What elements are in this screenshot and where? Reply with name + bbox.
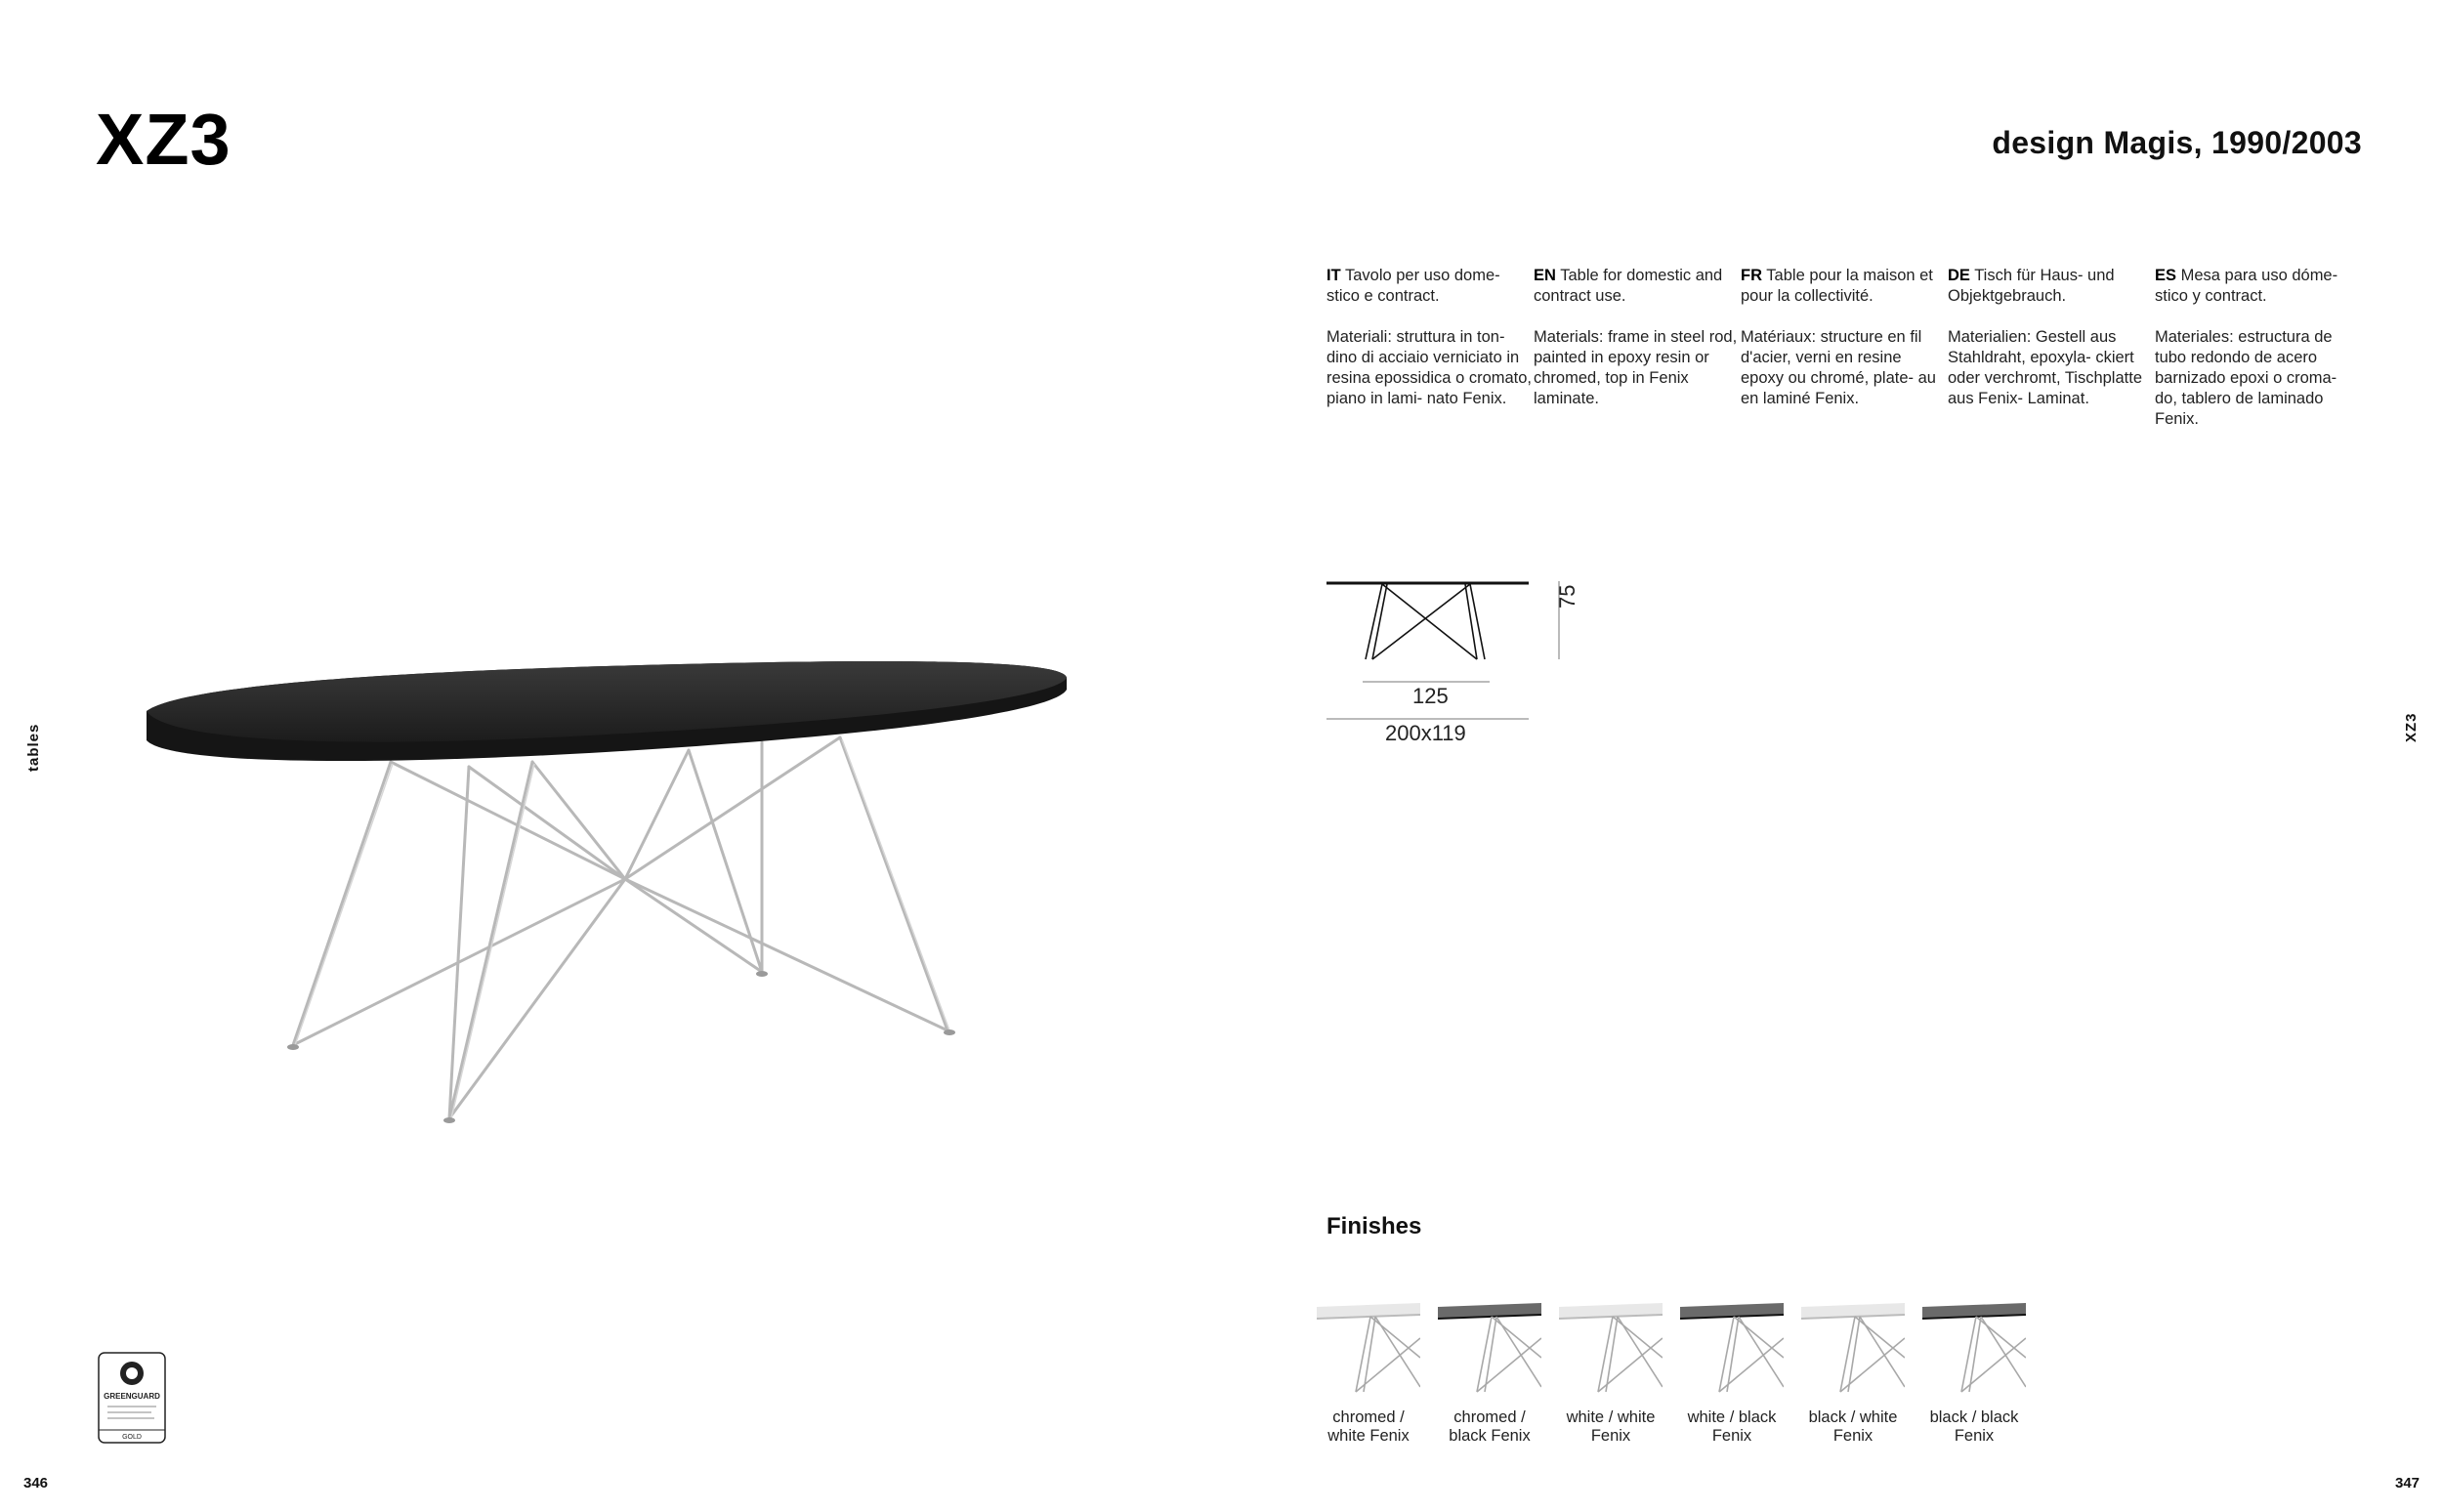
description-intro: Tisch für Haus- und Objektgebrauch. xyxy=(1948,267,2115,305)
finish-label-line1: white / white xyxy=(1566,1408,1656,1426)
finish-table-thumbnail xyxy=(1559,1299,1663,1397)
description-fr xyxy=(1741,266,1948,450)
finish-table-thumbnail xyxy=(1680,1299,1784,1397)
finish-swatch xyxy=(1438,1299,1541,1446)
description-materials: Materialien: Gestell aus Stahldraht, epoxyla- ckiert oder verchromt, Tischplatte aus Fenix- Laminat. xyxy=(1948,328,2142,407)
description-materials: Materiales: estructura de tubo redondo de acero barnizado epoxi o croma- do, tablero de laminado Fenix. xyxy=(2155,328,2337,428)
finish-label-line1: black / white xyxy=(1808,1408,1898,1426)
finish-label xyxy=(1567,1408,1656,1446)
finish-label xyxy=(1930,1408,2019,1446)
finish-label-line2: Fenix xyxy=(1711,1427,1752,1445)
finish-swatch xyxy=(1680,1299,1784,1446)
description-intro: Tavolo per uso dome- stico e contract. xyxy=(1326,267,1500,305)
lang-code: IT xyxy=(1326,267,1341,284)
finish-label xyxy=(1688,1408,1777,1446)
finish-label-line2: Fenix xyxy=(1832,1427,1874,1445)
finish-label xyxy=(1327,1408,1409,1446)
description-en xyxy=(1534,266,1741,450)
dimension-base-width: 125 xyxy=(1412,684,1449,708)
finish-label xyxy=(1809,1408,1898,1446)
finish-label-line1: white / black xyxy=(1687,1408,1777,1426)
finish-table-thumbnail xyxy=(1801,1299,1905,1397)
finish-label-line1: chromed / xyxy=(1453,1408,1526,1426)
multilingual-description xyxy=(1326,266,2362,450)
finish-label-line2: Fenix xyxy=(1590,1427,1631,1445)
finish-table-thumbnail xyxy=(1922,1299,2026,1397)
description-it xyxy=(1326,266,1534,450)
finish-label-line1: chromed / xyxy=(1332,1408,1405,1426)
finish-swatch xyxy=(1922,1299,2026,1446)
description-intro: Table for domestic and contract use. xyxy=(1534,267,1723,305)
cert-name: GREENGUARD xyxy=(104,1392,160,1401)
finish-label xyxy=(1449,1408,1530,1446)
product-title: XZ3 xyxy=(96,99,232,180)
finish-label-line2: black Fenix xyxy=(1449,1427,1531,1445)
dimension-size: 200x119 xyxy=(1385,721,1466,745)
finish-table-thumbnail xyxy=(1317,1299,1420,1397)
finish-label-line1: black / black xyxy=(1929,1408,2019,1426)
lang-code: ES xyxy=(2155,267,2177,284)
finishes-title: Finishes xyxy=(1326,1213,1422,1239)
dimension-height: 75 xyxy=(1555,584,1579,609)
finish-swatch xyxy=(1559,1299,1663,1446)
section-label: tables xyxy=(25,723,42,772)
greenguard-badge xyxy=(98,1352,166,1444)
finish-label-line2: Fenix xyxy=(1954,1427,1995,1445)
description-intro: Mesa para uso dóme- stico y contract. xyxy=(2155,267,2338,305)
page-number-right: 347 xyxy=(2395,1475,2421,1491)
description-materials: Matériaux: structure en fil d'acier, verni en resine epoxy ou chromé, plate- au en laminé Fenix. xyxy=(1741,328,1936,407)
description-materials: Materials: frame in steel rod, painted in epoxy resin or chromed, top in Fenix laminate. xyxy=(1534,328,1738,407)
description-materials: Materiali: struttura in ton- dino di acciaio verniciato in resina epossidica o cromato, piano in lami- nato Fenix. xyxy=(1326,328,1533,407)
designer-credit: design Magis, 1990/2003 xyxy=(1992,125,2362,160)
table-product-image xyxy=(137,625,1104,1153)
page-number-left: 346 xyxy=(23,1475,49,1491)
cert-level: GOLD xyxy=(122,1434,142,1441)
description-es xyxy=(2155,266,2362,450)
finishes-list xyxy=(1317,1299,2026,1446)
finish-table-thumbnail xyxy=(1438,1299,1541,1397)
finish-swatch xyxy=(1801,1299,1905,1446)
description-intro: Table pour la maison et pour la collectivité. xyxy=(1741,267,1933,305)
lang-code: EN xyxy=(1534,267,1556,284)
finish-label-line2: white Fenix xyxy=(1327,1427,1410,1445)
product-side-label: XZ3 xyxy=(2403,712,2420,742)
finish-swatch xyxy=(1317,1299,1420,1446)
description-de xyxy=(1948,266,2155,450)
lang-code: FR xyxy=(1741,267,1762,284)
lang-code: DE xyxy=(1948,267,1970,284)
